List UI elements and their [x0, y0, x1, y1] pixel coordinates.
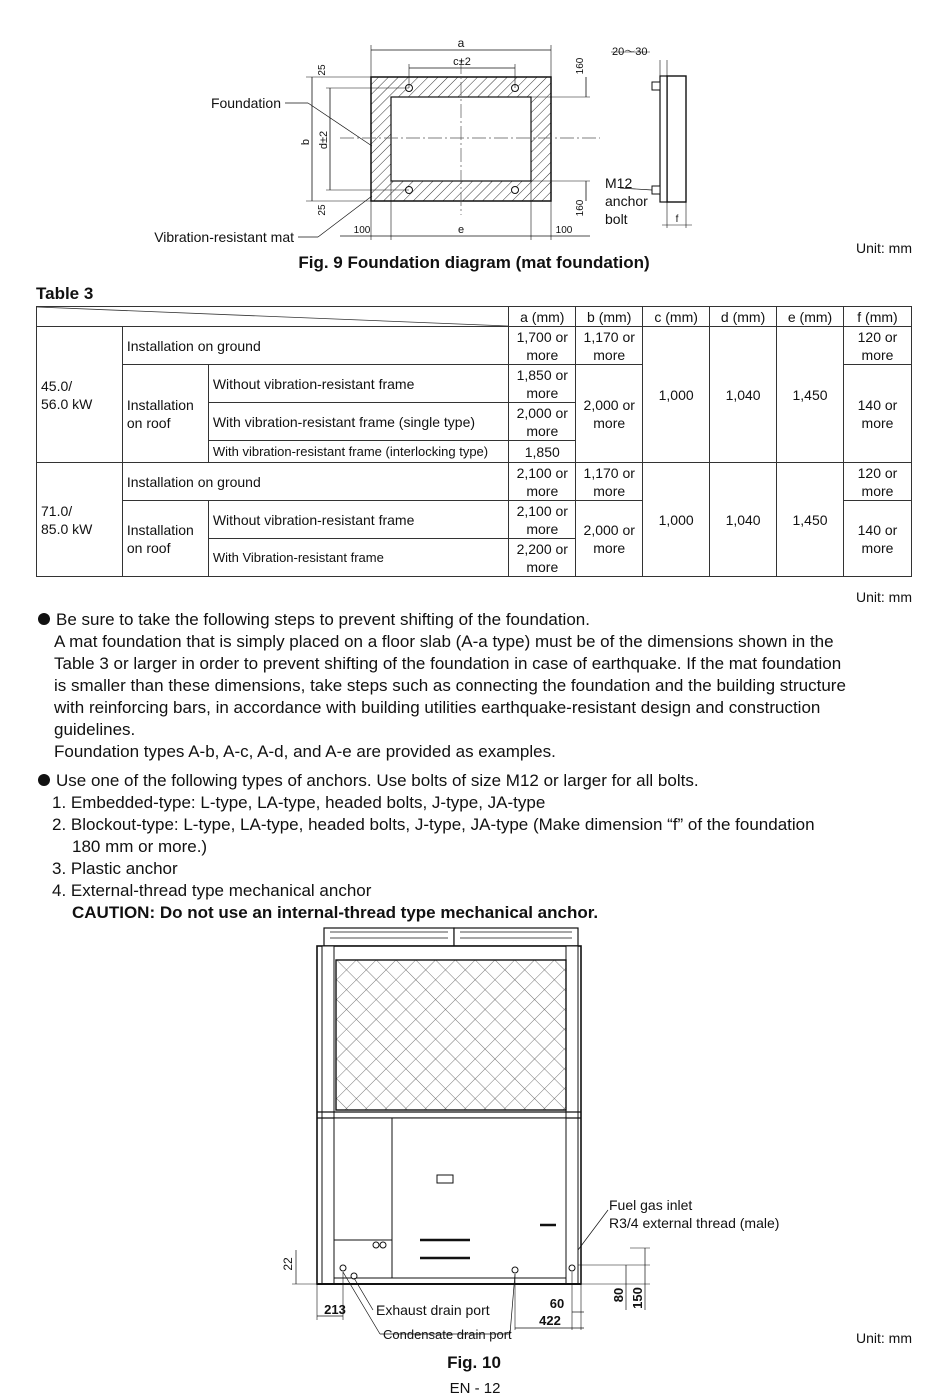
g1-a-interlocking: 1,850	[509, 441, 576, 463]
header-e: e (mm)	[777, 307, 844, 327]
table3	[36, 306, 912, 577]
fig9-caption: Fig. 9 Foundation diagram (mat foundation)	[298, 253, 650, 272]
note1-line5: with reinforcing bars, in accordance with building utilities earthquake-resistant design and construction	[54, 698, 821, 717]
label-exhaust-drain: Exhaust drain port	[376, 1302, 490, 1318]
label-anchor-anchor: anchor	[605, 193, 648, 209]
notes-section	[38, 609, 918, 929]
g1-b-ground: 1,170 or more	[576, 327, 643, 365]
note2-item1: 1. Embedded-type: L-type, LA-type, headed bolts, J-type, JA-type	[52, 793, 546, 812]
g2-b-roof: 2,000 or more	[576, 501, 643, 577]
note1-line3: Table 3 or larger in order to prevent shifting of the foundation in case of earthquake. If the mat foundation	[54, 654, 842, 673]
g1-ground-label: Installation on ground	[122, 327, 508, 365]
dim-22: 22	[281, 1257, 295, 1271]
g1-f-ground: 120 or more	[844, 327, 912, 365]
note1-line6: guidelines.	[54, 720, 136, 739]
g2-a-ground: 2,100 or more	[509, 463, 576, 501]
g1-row-interlocking: With vibration-resistant frame (interlocking type)	[208, 441, 508, 463]
g1-e: 1,450	[777, 327, 844, 463]
model-71-85: 71.0/ 85.0 kW	[37, 463, 123, 577]
table3-title: Table 3	[36, 284, 94, 303]
dim-160-top: 160	[575, 57, 586, 75]
heat-exchanger-mesh	[336, 960, 566, 1110]
dim-f: f	[675, 214, 679, 225]
g2-roof-label: Installation on roof	[122, 501, 208, 577]
table3-corner-cell	[37, 307, 509, 327]
dim-c: c±2	[453, 56, 471, 68]
g1-row-single: With vibration-resistant frame (single type)	[208, 403, 508, 441]
dim-60: 60	[549, 1296, 565, 1311]
header-d: d (mm)	[710, 307, 777, 327]
label-anchor-m12: M12	[605, 175, 633, 191]
table3-unit: Unit: mm	[856, 589, 912, 605]
g2-a-without: 2,100 or more	[509, 501, 576, 539]
g2-f-ground: 120 or more	[844, 463, 912, 501]
header-f: f (mm)	[844, 307, 912, 327]
caution-text: CAUTION: Do not use an internal-thread type mechanical anchor.	[72, 903, 599, 922]
g2-e: 1,450	[777, 463, 844, 577]
dim-422: 422	[539, 1313, 561, 1328]
label-condensate-drain: Condensate drain port	[383, 1327, 512, 1342]
label-foundation: Foundation	[210, 95, 281, 111]
dim-20-30: 20～30	[612, 46, 648, 58]
g1-a-ground: 1,700 or more	[509, 327, 576, 365]
g1-roof-label: Installation on roof	[122, 365, 208, 463]
note2-line1: Use one of the following types of anchors. Use bolts of size M12 or larger for all bolts.	[56, 771, 699, 790]
note2-item3: 3. Plastic anchor	[52, 859, 178, 878]
bullet-icon	[38, 774, 50, 786]
page-number: EN - 12	[449, 1380, 501, 1397]
dim-e: e	[457, 224, 465, 236]
bullet-icon	[38, 613, 50, 625]
dim-d: d±2	[318, 130, 330, 150]
model-45-56: 45.0/ 56.0 kW	[37, 327, 123, 463]
g1-row-without-frame: Without vibration-resistant frame	[208, 365, 508, 403]
g1-c: 1,000	[643, 327, 710, 463]
dim-100-right: 100	[555, 225, 573, 236]
g2-a-with: 2,200 or more	[509, 539, 576, 577]
g1-d: 1,040	[710, 327, 777, 463]
fig10-unit: Unit: mm	[856, 1330, 912, 1346]
side-view-mat	[667, 76, 686, 202]
note2-item2: 2. Blockout-type: L-type, LA-type, headed bolts, J-type, JA-type (Make dimension “f” of the foundation	[52, 815, 815, 834]
header-a: a (mm)	[509, 307, 576, 327]
label-anchor-bolt: bolt	[605, 211, 628, 227]
fig10-caption: Fig. 10	[447, 1353, 501, 1372]
g1-b-roof: 2,000 or more	[576, 365, 643, 463]
note2-item2-cont: 180 mm or more.)	[72, 837, 208, 856]
g2-row-with-frame: With Vibration-resistant frame	[208, 539, 508, 577]
dim-b: b	[300, 138, 312, 146]
g1-a-single: 2,000 or more	[509, 403, 576, 441]
label-fuel-gas-inlet: Fuel gas inlet	[609, 1197, 693, 1213]
fig9-unit: Unit: mm	[856, 240, 912, 256]
dim-25-bottom: 25	[317, 204, 328, 216]
header-c: c (mm)	[643, 307, 710, 327]
g2-b-ground: 1,170 or more	[576, 463, 643, 501]
header-b: b (mm)	[576, 307, 643, 327]
dim-25-top: 25	[317, 64, 328, 76]
g1-a-without: 1,850 or more	[509, 365, 576, 403]
label-fuel-thread: R3/4 external thread (male)	[609, 1215, 780, 1231]
note1-line1: Be sure to take the following steps to prevent shifting of the foundation.	[56, 610, 590, 629]
g2-c: 1,000	[643, 463, 710, 577]
note1-line2: A mat foundation that is simply placed on a floor slab (A-a type) must be of the dimensions shown in the	[54, 632, 834, 651]
dim-150: 150	[630, 1287, 645, 1309]
fig9-foundation-diagram	[0, 0, 950, 280]
fig10-unit-front-view	[0, 920, 950, 1380]
dim-a: a	[457, 36, 465, 50]
g2-row-without-frame: Without vibration-resistant frame	[208, 501, 508, 539]
dim-160-bottom: 160	[575, 199, 586, 217]
note2-item4: 4. External-thread type mechanical anchor	[52, 881, 372, 900]
note1-line4: is smaller than these dimensions, take steps such as connecting the foundation and the building structure	[54, 676, 846, 695]
g1-f-roof: 140 or more	[844, 365, 912, 463]
note1-line7: Foundation types A-b, A-c, A-d, and A-e are provided as examples.	[54, 742, 556, 761]
g2-d: 1,040	[710, 463, 777, 577]
g2-f-roof: 140 or more	[844, 501, 912, 577]
label-vibration-mat: Vibration-resistant mat	[154, 229, 294, 245]
dim-213: 213	[324, 1302, 346, 1317]
dim-100-left: 100	[353, 225, 371, 236]
dim-80: 80	[611, 1287, 626, 1303]
g2-ground-label: Installation on ground	[122, 463, 508, 501]
